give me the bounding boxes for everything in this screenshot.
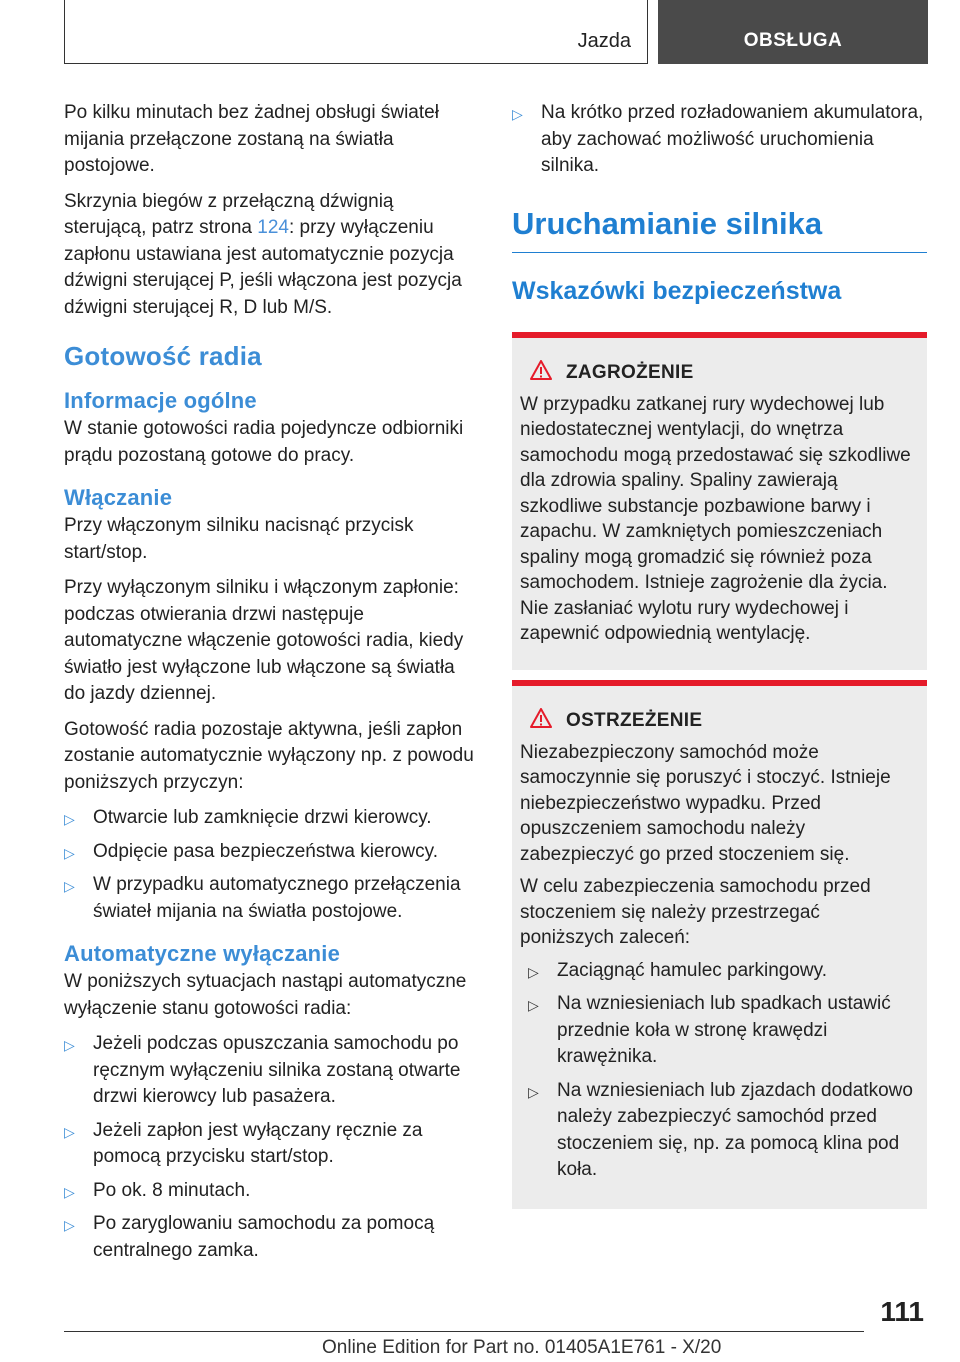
warning-title-text: OSTRZEŻENIE <box>566 709 703 731</box>
triangle-right-icon: ▷ <box>64 1183 75 1200</box>
danger-title-text: ZAGROŻENIE <box>566 361 694 383</box>
header-chapter-title: OBSŁUGA <box>743 30 843 51</box>
warning-title <box>520 708 919 734</box>
list-item-text: Jeżeli zapłon jest wyłączany ręcznie za pomocą przycisku start/stop. <box>93 1119 423 1167</box>
bullet-list <box>64 1031 476 1264</box>
triangle-right-icon: ▷ <box>528 1083 539 1100</box>
warning-triangle-icon <box>530 708 552 734</box>
list-item-text: Na wzniesieniach lub zjazdach dodatkowo należy zabezpieczyć samochód przed stoczeniem się, np. za pomocą klina pod koła. <box>557 1079 913 1180</box>
triangle-right-icon: ▷ <box>528 963 539 980</box>
danger-title <box>520 360 919 386</box>
right-column <box>512 100 927 1209</box>
subsection-heading: Informacje ogólne <box>64 388 257 413</box>
page-reference-link[interactable]: 124 <box>257 217 289 238</box>
list-item <box>64 839 476 866</box>
list-item <box>64 872 476 925</box>
triangle-right-icon: ▷ <box>528 997 539 1013</box>
list-item <box>64 1178 476 1205</box>
triangle-right-icon: ▷ <box>64 1037 75 1053</box>
bullet-list <box>520 958 919 1184</box>
list-item-text: Na krótko przed rozładowaniem akumulatora, aby zachować możliwość uruchomienia silnika. <box>541 102 924 176</box>
footer-edition: Online Edition for Part no. 01405A1E761 - X/20 <box>322 1337 722 1358</box>
danger-text: W przypadku zatkanej rury wydechowej lub niedostatecznej wentylacji, do wnętrza samochodu mogą przedostawać się szkodliwe dla zdrowia spaliny. Spaliny zawierają szkodliwe substancje pozbawione barwy i zapachu. W zamkniętych pomieszczeniach spaliny mogą gromadzić się również poza samochodem. Istnieje zagrożenie dla życia. Nie zasłaniać wylotu rury wydechowej i zapewnić odpowiednią wentylację. <box>520 393 911 644</box>
header-section-box <box>64 0 648 64</box>
list-item-text: Zaciągnąć hamulec parkingowy. <box>557 959 828 981</box>
warning-triangle-icon <box>530 360 552 386</box>
triangle-right-icon: ▷ <box>64 1123 75 1140</box>
page-number: 111 <box>880 1296 924 1327</box>
header-chapter-tab <box>658 0 928 64</box>
warning-text: Niezabezpieczony samochód może samoczynnie się poruszyć i stoczyć. Istnieje niebezpieczeństwo wypadku. Przed opuszczeniem samochodu należy zabezpieczyć go przed stoczeniem się. <box>520 741 891 865</box>
paragraph: Po kilku minutach bez żadnej obsługi świateł mijania przełączone zostaną na światła postojowe. <box>64 102 439 176</box>
subsection-heading: Włączanie <box>64 485 173 510</box>
list-item <box>64 805 476 832</box>
paragraph: Przy włączonym silniku nacisnąć przycisk start/stop. <box>64 515 414 563</box>
list-item-text: Otwarcie lub zamknięcie drzwi kierowcy. <box>93 807 432 828</box>
triangle-right-icon: ▷ <box>64 811 75 827</box>
triangle-right-icon: ▷ <box>64 878 75 894</box>
bullet-list <box>64 805 476 925</box>
footer-divider <box>64 1331 864 1332</box>
list-item-text: Odpięcie pasa bezpieczeństwa kierowcy. <box>93 840 438 862</box>
list-item-text: Jeżeli podczas opuszczania samochodu po ręcznym wyłączeniu silnika zostaną otwarte drzwi kierowcy lub pasażera. <box>93 1033 461 1107</box>
list-item <box>64 1118 476 1171</box>
list-item <box>512 100 927 180</box>
section-heading: Gotowość radia <box>64 341 262 371</box>
list-item <box>64 1211 476 1264</box>
paragraph: Gotowość radia pozostaje aktywna, jeśli zapłon zostanie automatycznie wyłączony np. z powodu poniższych przyczyn: <box>64 718 474 793</box>
list-item <box>528 958 919 985</box>
warning-box <box>512 680 927 1209</box>
paragraph: W stanie gotowości radia pojedyncze odbiorniki prądu pozostaną gotowe do pracy. <box>64 418 464 466</box>
paragraph-text: Skrzynia biegów z przełączną dźwignią sterującą, patrz strona <box>64 190 394 238</box>
warning-text: W celu zabezpieczenia samochodu przed stoczeniem się należy przestrzegać poniższych zaleceń: <box>520 876 871 948</box>
triangle-right-icon: ▷ <box>64 844 75 861</box>
chapter-heading: Uruchamianie silnika <box>512 206 927 253</box>
paragraph <box>64 189 476 322</box>
left-column <box>64 100 476 1273</box>
list-item <box>64 1031 476 1111</box>
section-heading: Wskazówki bezpieczeństwa <box>512 276 842 305</box>
triangle-right-icon: ▷ <box>512 106 523 122</box>
list-item-text: Po zaryglowaniu samochodu za pomocą centralnego zamka. <box>93 1213 435 1261</box>
triangle-right-icon: ▷ <box>64 1217 75 1233</box>
bullet-list <box>512 100 927 180</box>
subsection-heading: Automatyczne wyłączanie <box>64 941 341 966</box>
list-item <box>528 1078 919 1184</box>
paragraph-text: : przy wyłączeniu zapłonu ustawiana jest automatycznie pozycja dźwigni sterującej P, jeśli włączona jest pozycja dźwigni sterującej R, D lub M/S. <box>64 217 462 318</box>
paragraph: W poniższych sytuacjach nastąpi automatyczne wyłączenie stanu gotowości radia: <box>64 971 467 1019</box>
paragraph: Przy wyłączonym silniku i włączonym zapłonie: podczas otwierania drzwi następuje automatyczne włączenie gotowości radia, kiedy światło jest wyłączone lub włączone są światła do jazdy dziennej. <box>64 577 464 704</box>
list-item-text: Na wzniesieniach lub spadkach ustawić przednie koła w stronę krawędzi krawężnika. <box>557 993 891 1067</box>
danger-box <box>512 332 927 670</box>
header-section-title: Jazda <box>577 30 631 52</box>
list-item-text: Po ok. 8 minutach. <box>93 1179 251 1201</box>
list-item <box>528 991 919 1071</box>
list-item-text: W przypadku automatycznego przełączenia świateł mijania na światła postojowe. <box>93 874 461 922</box>
